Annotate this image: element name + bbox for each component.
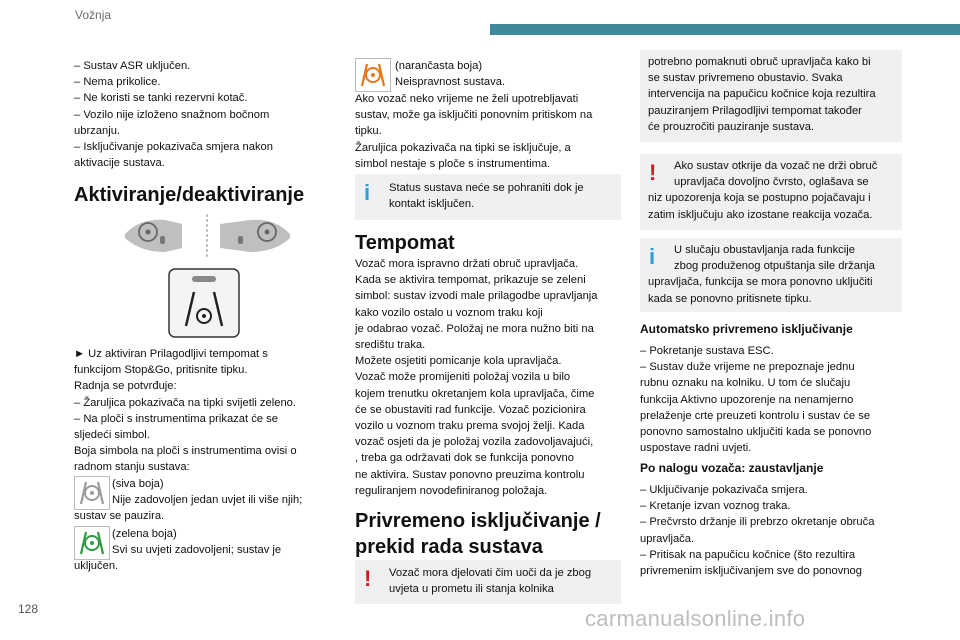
text-line: Vozač mora ispravno držati obruč upravljača. <box>355 258 579 270</box>
driver-request-list <box>640 482 902 579</box>
list-item: aktivacije sustava. <box>74 157 165 170</box>
text-line: Nije zadovoljen jedan uvjet ili više njih; <box>112 494 303 507</box>
text-line: će prouzročiti pauziranje sustava. <box>648 120 815 133</box>
tempomat-paragraph <box>355 256 621 499</box>
text-line: Kada se aktivira tempomat, prikazuje se zeleni <box>355 274 586 287</box>
text-line: sustav se pauzira. <box>74 510 165 522</box>
text-line: Žaruljica pokazivača na tipki se isključuje, a <box>355 141 571 154</box>
conditions-list <box>74 58 336 171</box>
text-line: pauziranjem Prilagodljivi tempomat također <box>648 104 862 117</box>
text-line: Ako sustav otkrije da vozač ne drži obruč <box>674 160 878 172</box>
text-line: vozač osjeti da je položaj vozila zadovoljavajući, <box>355 436 594 449</box>
list-item: – Kretanje izvan voznog traka. <box>640 500 791 513</box>
warning-note-driver <box>355 560 621 604</box>
text-line: tipku. <box>355 125 382 138</box>
deactivation-paragraph <box>355 91 621 172</box>
list-item: – Pritisak na papučicu kočnice (što rezultira <box>640 548 856 561</box>
text-line: niz upozorenja koja se postupno pojačavaju i <box>648 192 871 205</box>
heading-line: prekid rada sustava <box>355 536 543 558</box>
warning-icon: ! <box>649 160 657 185</box>
text-line: kojem trenutku okretanjem kola upravljača, čime <box>355 387 595 400</box>
text-line: je odabrao vozač. Položaj ne mora nužno biti na <box>355 322 594 335</box>
text-line: – Žaruljica pokazivača na tipki svijetli zeleno. <box>74 396 296 409</box>
text-line: Status sustava neće se pohraniti dok je <box>389 182 584 194</box>
text-line: Vozač mora djelovati čim uoči da je zbog <box>389 567 592 579</box>
text-line: kada se ponovno pritisnete tipku. <box>648 292 812 305</box>
list-item: – Sustav ASR uključen. <box>74 60 191 72</box>
text-line: Ako vozač neko vrijeme ne želi upotrebljavati <box>355 93 579 105</box>
list-item: – Vozilo nije izloženo snažnom bočnom <box>74 108 270 121</box>
text-line: (narančasta boja) <box>395 60 483 72</box>
text-line: potrebno pomaknuti obruč upravljača kako bi <box>648 56 871 68</box>
orange-label <box>395 58 617 90</box>
info-note-reactivate <box>640 238 902 312</box>
text-line: ne aktivira. Sustav ponovno preuzima kontrolu <box>355 468 585 481</box>
section-title: Vožnja <box>75 8 112 22</box>
text-line: će se obustaviti rad funkcije. Vozač pozicionira <box>355 403 586 416</box>
text-line: – Na ploči s instrumentima prikazat će se <box>74 412 278 425</box>
grey-label <box>112 476 338 508</box>
text-line: simbol nestaje s ploče s instrumentima. <box>355 157 551 170</box>
text-line: zbog produženog otpuštanja sile držanja <box>674 260 875 273</box>
list-item: – Uključivanje pokazivača smjera. <box>640 484 808 496</box>
text-line: upravljača, funkcija se mora ponovno uključiti <box>648 276 873 289</box>
list-item: prelaženje crte preuzeti kontrolu i sustav će se <box>640 409 871 422</box>
heading-activation: Aktiviranje/deaktiviranje <box>74 184 305 206</box>
text-line: upravljača dovoljno čvrsto, oglašava se <box>674 176 869 189</box>
text-line: se sustav privremeno obustavio. Svaka <box>648 72 843 85</box>
text-line: Neispravnost sustava. <box>395 76 506 89</box>
text-line: uključen. <box>74 560 119 572</box>
text-line: Boja simbola na ploči s instrumentima ovisi o <box>74 445 297 458</box>
steering-wheel-buttons-illustration <box>120 210 295 260</box>
heading-line: Privremeno isključivanje / <box>355 510 601 532</box>
subheading-driver-request: Po nalogu vozača: zaustavljanje <box>640 461 824 475</box>
green-label <box>112 526 338 558</box>
text-line: Možete osjetiti pomicanje kola upravljača. <box>355 355 562 368</box>
heading-tempomat: Tempomat <box>355 232 455 254</box>
page-number: 128 <box>18 602 39 616</box>
automatic-list <box>640 343 902 456</box>
green-steering-indicator-icon <box>74 526 110 560</box>
subheading-automatic: Automatsko privremeno isključivanje <box>640 322 853 336</box>
lane-keeping-button-illustration[interactable] <box>168 268 240 338</box>
grey-steering-indicator-icon <box>74 476 110 510</box>
info-note-status <box>355 174 621 220</box>
list-item: ubrzanju. <box>74 124 121 137</box>
watermark: carmanualsonline.info <box>585 606 806 631</box>
text-line: radnom stanju sustava: <box>74 461 190 474</box>
text-line: , treba ga održavati dok se funkcija ponovno <box>355 452 574 465</box>
list-item: – Isključivanje pokazivača smjera nakon <box>74 141 273 154</box>
warning-icon: ! <box>364 566 372 591</box>
list-item: – Pokretanje sustava ESC. <box>640 345 774 357</box>
text-line: Svi su uvjeti zadovoljeni; sustav je <box>112 544 282 557</box>
text-line: vozilo u voznom traku prema svojoj želji. Kada <box>355 420 585 433</box>
text-line: kako vozilo ostalo u voznom traku koji <box>355 306 543 319</box>
text-line: Vozač može promijeniti položaj vozila u bilo <box>355 371 571 384</box>
text-line: (siva boja) <box>112 478 164 490</box>
text-line: uvjeta u prometu ili stanja kolnika <box>389 583 554 596</box>
activation-paragraph <box>74 346 336 476</box>
text-line: reguliranjem novodefiniranog položaja. <box>355 484 548 497</box>
list-item: – Prečvrsto držanje ili prebrzo okretanje obruča <box>640 516 875 529</box>
text-line: simbol: sustav izvodi male prilagodbe upravljanja <box>355 290 598 303</box>
text-line: Radnja se potvrđuje: <box>74 380 177 393</box>
warning-note-continued <box>640 50 902 142</box>
orange-steering-indicator-icon <box>355 58 391 92</box>
text-line: sljedeći simbol. <box>74 429 150 442</box>
list-item: privremenim isključivanjem sve do ponovnog <box>640 565 862 578</box>
info-icon: i <box>649 244 656 269</box>
heading-suspension <box>355 508 621 560</box>
text-line: sustav, može ga isključiti ponovnim pritiskom na <box>355 109 593 122</box>
info-icon: i <box>364 180 371 205</box>
text-line: (zelena boja) <box>112 528 177 540</box>
list-item: funkcija Aktivno upozorenje na nenamjerno <box>640 393 854 406</box>
list-item: ponovno samostalno uključiti kada se ponovno <box>640 426 872 439</box>
header-accent-bar <box>490 24 960 35</box>
text-line: središtu traka. <box>355 339 426 352</box>
text-line: intervencija na papučicu kočnice koja rezultira <box>648 88 876 101</box>
text-line: funkcijom Stop&Go, pritisnite tipku. <box>74 364 248 377</box>
list-item: upravljača. <box>640 532 695 545</box>
list-item: rubnu oznaku na kolniku. U tom će slučaju <box>640 377 851 390</box>
text-line: zatim isključuju ako izostane reakcija vozača. <box>648 208 873 221</box>
list-item: – Nema prikolice. <box>74 76 161 89</box>
list-item: – Sustav duže vrijeme ne prepoznaje jednu <box>640 361 855 374</box>
list-item: – Ne koristi se tanki rezervni kotač. <box>74 92 248 105</box>
warning-note-grip <box>640 154 902 230</box>
list-item: uspostave radni uvjeti. <box>640 442 752 455</box>
text-line: U slučaju obustavljanja rada funkcije <box>674 244 855 256</box>
text-line: ► Uz aktiviran Prilagodljivi tempomat s <box>74 348 268 360</box>
text-line: kontakt isključen. <box>389 198 475 211</box>
